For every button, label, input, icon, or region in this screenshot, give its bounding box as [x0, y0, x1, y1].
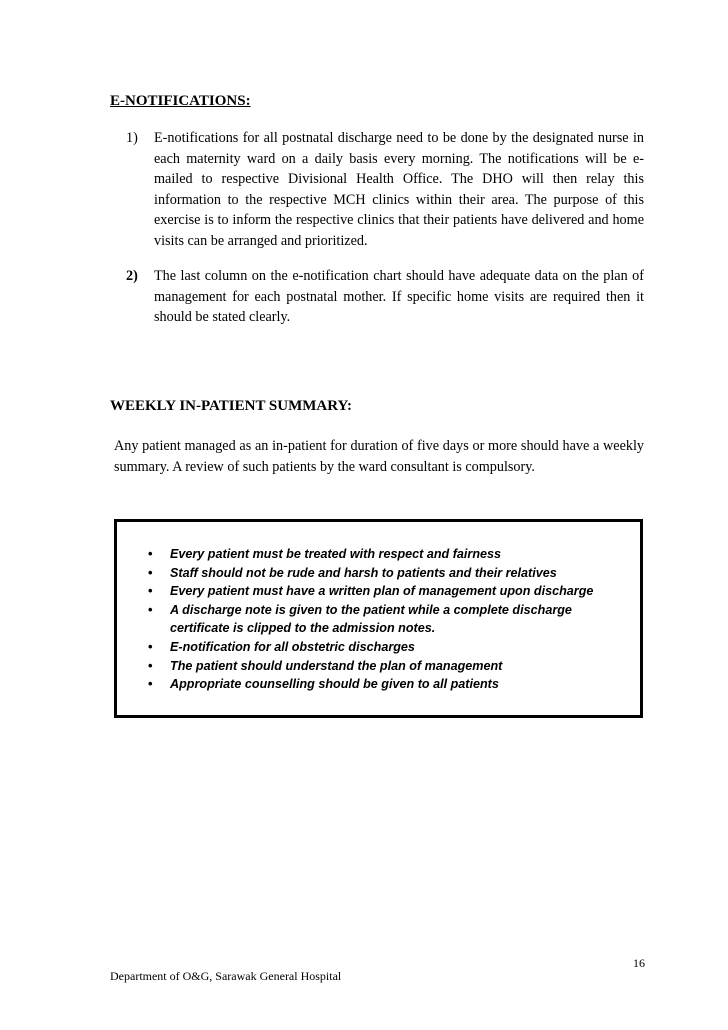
guideline-item — [144, 582, 624, 601]
weekly-summary-paragraph: Any patient managed as an in-patient for duration of five days or more should have a weekly summary. A review of such patients by the ward consultant is compulsory. — [114, 438, 644, 475]
guideline-item — [144, 545, 624, 564]
list-item-text: The last column on the e-notification chart should have adequate data on the plan of management for each postnatal mother. If specific home visits are required then it should be stated clearly. — [154, 268, 644, 325]
guideline-text: Staff should not be rude and harsh to patients and their relatives — [170, 565, 557, 580]
guideline-item — [144, 657, 624, 676]
bullet-icon: • — [148, 583, 153, 599]
guideline-item — [144, 675, 624, 694]
footer-department: Department of O&G, Sarawak General Hospital — [110, 969, 342, 983]
bullet-icon: • — [148, 676, 153, 692]
list-item — [126, 128, 644, 251]
guideline-text: Every patient must have a written plan of management upon discharge — [170, 584, 594, 599]
page-number: 16 — [633, 956, 645, 970]
bullet-icon: • — [148, 546, 153, 561]
list-item-number: 1) — [126, 130, 138, 146]
guideline-text: E-notification for all obstetric discharges — [170, 639, 415, 654]
guideline-text: Appropriate counselling should be given to all patients — [170, 677, 499, 692]
list-item — [126, 266, 644, 328]
e-notifications-list-1 — [126, 128, 644, 251]
guideline-text: Every patient must be treated with respect and fairness — [170, 547, 502, 561]
e-notifications-heading: E-NOTIFICATIONS: — [110, 93, 251, 109]
guideline-text: The patient should understand the plan of management — [170, 658, 503, 673]
bullet-icon: • — [148, 638, 153, 654]
bullet-icon: • — [148, 601, 153, 617]
guidelines-box — [114, 519, 643, 718]
bullet-icon: • — [148, 657, 153, 673]
list-item-number: 2) — [126, 268, 138, 284]
guideline-item — [144, 601, 624, 638]
e-notifications-list-2 — [126, 266, 644, 328]
guidelines-list — [144, 545, 624, 694]
guideline-item — [144, 564, 624, 583]
weekly-summary-heading: WEEKLY IN-PATIENT SUMMARY: — [110, 398, 353, 414]
bullet-icon: • — [148, 564, 153, 580]
guideline-text: A discharge note is given to the patient while a complete discharge certificate is clipped to the admission notes. — [170, 602, 572, 636]
guideline-item — [144, 638, 624, 657]
list-item-text: E-notifications for all postnatal discharge need to be done by the designated nurse in each maternity ward on a daily basis every morning. The notifications will be e-mailed to respective Divisional Health Office. The DHO will then relay this information to the respective MCH clinics within their area. The purpose of this exercise is to inform the respective clinics that their patients have delivered and home visits can be arranged and prioritized. — [154, 130, 644, 249]
